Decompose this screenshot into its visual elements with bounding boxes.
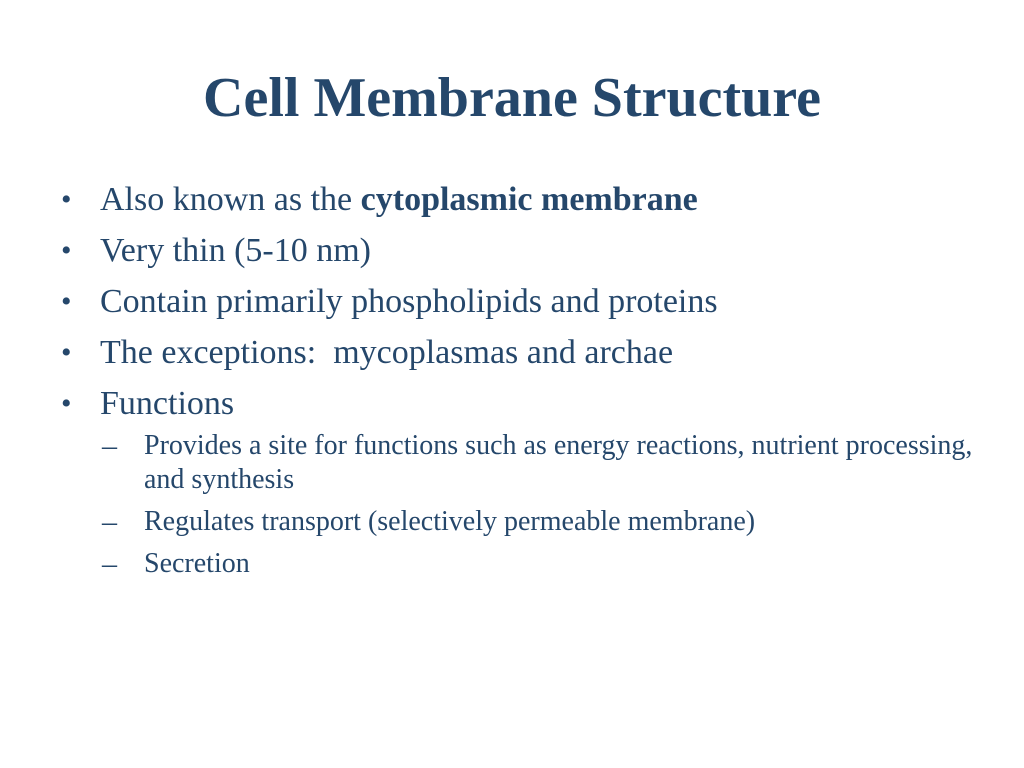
slide-title: Cell Membrane Structure: [203, 67, 821, 129]
bullet-item: [56, 382, 976, 581]
bullet-marker: •: [61, 183, 72, 216]
sub-bullet-marker: –: [102, 547, 117, 580]
sub-bullet-marker: –: [102, 429, 117, 462]
bullet-text: Very thin (5-10 nm): [100, 232, 372, 269]
bullet-text: Functions: [100, 385, 235, 422]
bullet-text: The exceptions: mycoplasmas and archae: [100, 334, 674, 371]
bullet-text: Contain primarily phospholipids and proteins: [100, 283, 718, 320]
bullet-marker: •: [61, 387, 72, 420]
bullet-text: Also known as the: [100, 181, 361, 218]
bullet-marker: •: [61, 285, 72, 318]
sub-bullet-item: [100, 429, 976, 497]
sub-bullet-item: [100, 505, 976, 539]
sub-bullet-list: [100, 429, 976, 581]
bullet-item: [56, 280, 976, 324]
sub-bullet-text: Provides a site for functions such as energy reactions, nutrient processing, and synthesis: [144, 430, 973, 495]
sub-bullet-text: Secretion: [144, 548, 250, 579]
bullet-bold-text: cytoplasmic membrane: [360, 181, 698, 218]
bullet-list: [56, 178, 976, 589]
sub-bullet-marker: –: [102, 505, 117, 538]
sub-bullet-item: [100, 547, 976, 581]
sub-bullet-text: Regulates transport (selectively permeable membrane): [144, 506, 756, 537]
bullet-marker: •: [61, 234, 72, 267]
bullet-item: [56, 331, 976, 375]
bullet-item: [56, 178, 976, 222]
bullet-item: [56, 229, 976, 273]
bullet-marker: •: [61, 336, 72, 369]
